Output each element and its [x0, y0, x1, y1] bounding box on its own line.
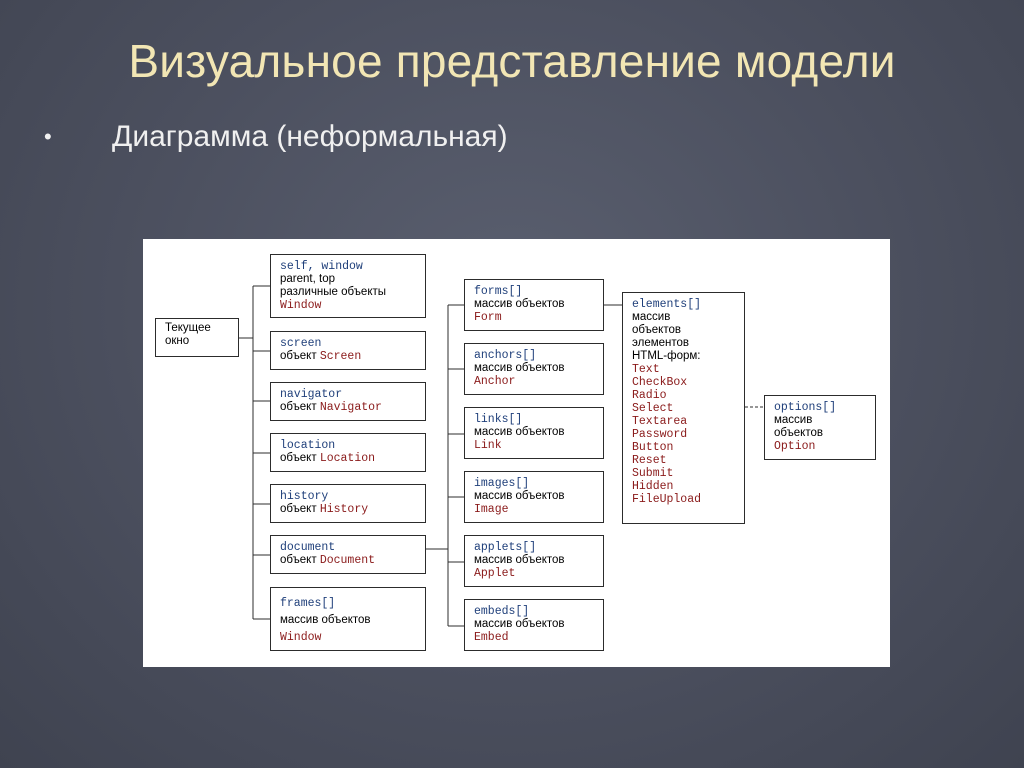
- anchors-name: anchors[]: [474, 349, 537, 362]
- element-type: Select: [632, 402, 674, 415]
- forms-name: forms[]: [474, 285, 523, 298]
- options-box: [764, 395, 876, 460]
- options-desc2: объектов: [774, 427, 823, 439]
- history-name: history: [280, 490, 329, 503]
- self-window-line2: parent, top: [280, 273, 335, 285]
- frames-name: frames[]: [280, 597, 336, 610]
- location-type: Location: [319, 452, 376, 465]
- location-prefix: объект: [280, 452, 317, 464]
- applets-type: Applet: [474, 567, 516, 580]
- options-desc1: массив: [774, 414, 813, 426]
- element-type: Text: [632, 363, 660, 376]
- history-box: [270, 484, 426, 523]
- images-type: Image: [474, 503, 509, 516]
- current-window-box: [155, 318, 239, 357]
- frames-type: Window: [280, 631, 322, 644]
- elements-desc3: элементов: [632, 337, 690, 349]
- element-type: CheckBox: [632, 376, 688, 389]
- elements-box: [622, 292, 745, 524]
- element-type: Radio: [632, 389, 667, 402]
- images-box: [464, 471, 604, 523]
- images-name: images[]: [474, 477, 530, 490]
- elements-desc2: объектов: [632, 324, 681, 336]
- element-type: Submit: [632, 467, 674, 480]
- screen-prefix: объект: [280, 350, 317, 362]
- navigator-prefix: объект: [280, 401, 317, 413]
- navigator-box: [270, 382, 426, 421]
- embeds-box: [464, 599, 604, 651]
- anchors-type: Anchor: [474, 375, 516, 388]
- root-line2: окно: [165, 335, 190, 347]
- applets-desc: массив объектов: [474, 554, 565, 566]
- options-name: options[]: [774, 401, 837, 414]
- location-box: [270, 433, 426, 472]
- options-type: Option: [774, 440, 816, 453]
- slide-title: Визуальное представление модели: [128, 35, 896, 87]
- images-desc: массив объектов: [474, 490, 565, 502]
- applets-box: [464, 535, 604, 587]
- anchors-box: [464, 343, 604, 395]
- location-name: location: [280, 439, 336, 452]
- links-desc: массив объектов: [474, 426, 565, 438]
- forms-box: [464, 279, 604, 331]
- element-type: Hidden: [632, 480, 674, 493]
- anchors-desc: массив объектов: [474, 362, 565, 374]
- applets-name: applets[]: [474, 541, 537, 554]
- embeds-name: embeds[]: [474, 605, 530, 618]
- bullet-text: Диаграмма (неформальная): [112, 120, 508, 153]
- links-type: Link: [474, 439, 502, 452]
- self-window-type: Window: [280, 299, 322, 312]
- self-window-box: [270, 254, 426, 318]
- screen-type: Screen: [319, 350, 362, 363]
- self-window-name: self, window: [280, 260, 363, 273]
- links-name: links[]: [474, 413, 523, 426]
- links-box: [464, 407, 604, 459]
- elements-desc1: массив: [632, 311, 671, 323]
- diagram-canvas: [143, 239, 890, 667]
- element-type: FileUpload: [632, 493, 702, 506]
- elements-name: elements[]: [632, 298, 702, 311]
- history-prefix: объект: [280, 503, 317, 515]
- embeds-type: Embed: [474, 631, 509, 644]
- screen-box: [270, 331, 426, 370]
- elements-desc4: HTML-форм:: [632, 350, 701, 362]
- element-type: Button: [632, 441, 674, 454]
- history-type: History: [319, 503, 369, 516]
- root-line1: Текущее: [165, 322, 211, 334]
- navigator-name: navigator: [280, 388, 343, 401]
- bullet-dot: •: [44, 124, 52, 149]
- element-type: Password: [632, 428, 688, 441]
- frames-box: [270, 587, 426, 651]
- document-name: document: [280, 541, 336, 554]
- element-type: Reset: [632, 454, 667, 467]
- screen-name: screen: [280, 337, 322, 350]
- navigator-type: Navigator: [319, 401, 382, 414]
- embeds-desc: массив объектов: [474, 618, 565, 630]
- forms-desc: массив объектов: [474, 298, 565, 310]
- self-window-line3: различные объекты: [280, 286, 387, 298]
- frames-desc: массив объектов: [280, 614, 371, 626]
- forms-type: Form: [474, 311, 502, 324]
- document-type: Document: [319, 554, 376, 567]
- document-prefix: объект: [280, 554, 317, 566]
- document-box: [270, 535, 426, 574]
- element-type: Textarea: [632, 415, 688, 428]
